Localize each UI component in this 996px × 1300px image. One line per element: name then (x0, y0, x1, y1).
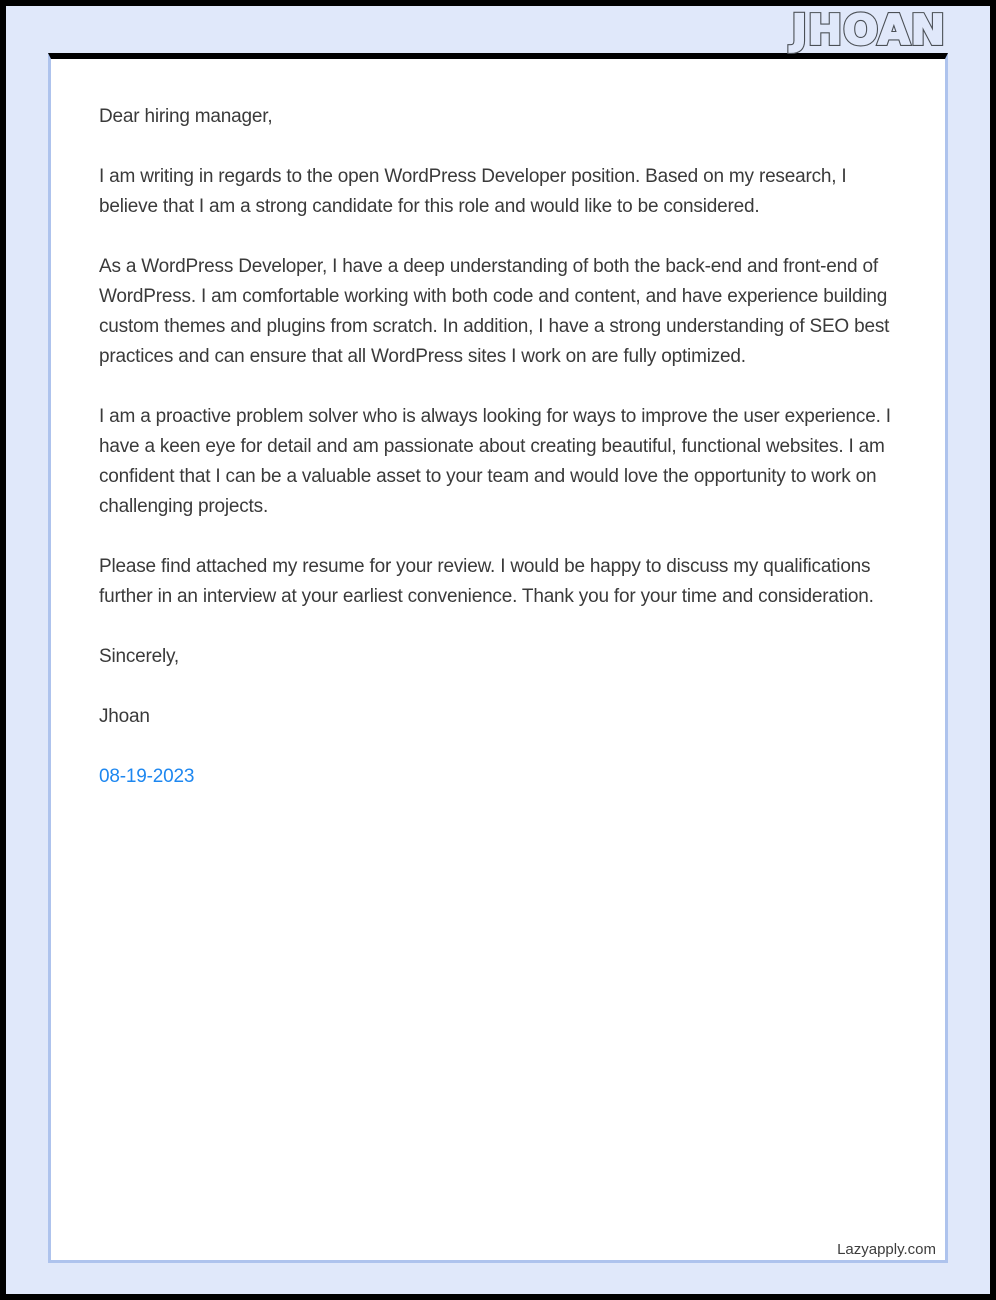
watermark-text: Lazyapply.com (837, 1241, 936, 1258)
closing: Sincerely, (99, 646, 180, 667)
cover-letter-sheet (48, 53, 948, 1263)
letter-paragraph: I am writing in regards to the open WordPress Developer position. Based on my research, I believe that I am a strong candidate for this role and would like to be considered. (99, 166, 847, 217)
salutation: Dear hiring manager, (99, 106, 273, 127)
letter-paragraph: As a WordPress Developer, I have a deep understanding of both the back-end and front-end of WordPress. I am comfortable working with both code and content, and have experience building custom themes and plugins from scratch. In addition, I have a strong understanding of SEO best practices and can ensure that all WordPress sites I work on are fully optimized. (99, 256, 890, 367)
letter-paragraph: I am a proactive problem solver who is always looking for ways to improve the user experience. I have a keen eye for detail and am passionate about creating beautiful, functional websites. I am confident that I can be a valuable asset to your team and would love the opportunity to work on challenging projects. (99, 406, 891, 517)
brand-logo (792, 8, 946, 53)
signature-name: Jhoan (99, 706, 150, 727)
letter-body (99, 102, 896, 792)
brand-logo-text: JHOAN JHOAN (792, 8, 946, 53)
letter-date: 08-19-2023 (99, 766, 195, 787)
letter-paragraph: Please find attached my resume for your review. I would be happy to discuss my qualifications further in an interview at your earliest convenience. Thank you for your time and consideration. (99, 556, 874, 607)
